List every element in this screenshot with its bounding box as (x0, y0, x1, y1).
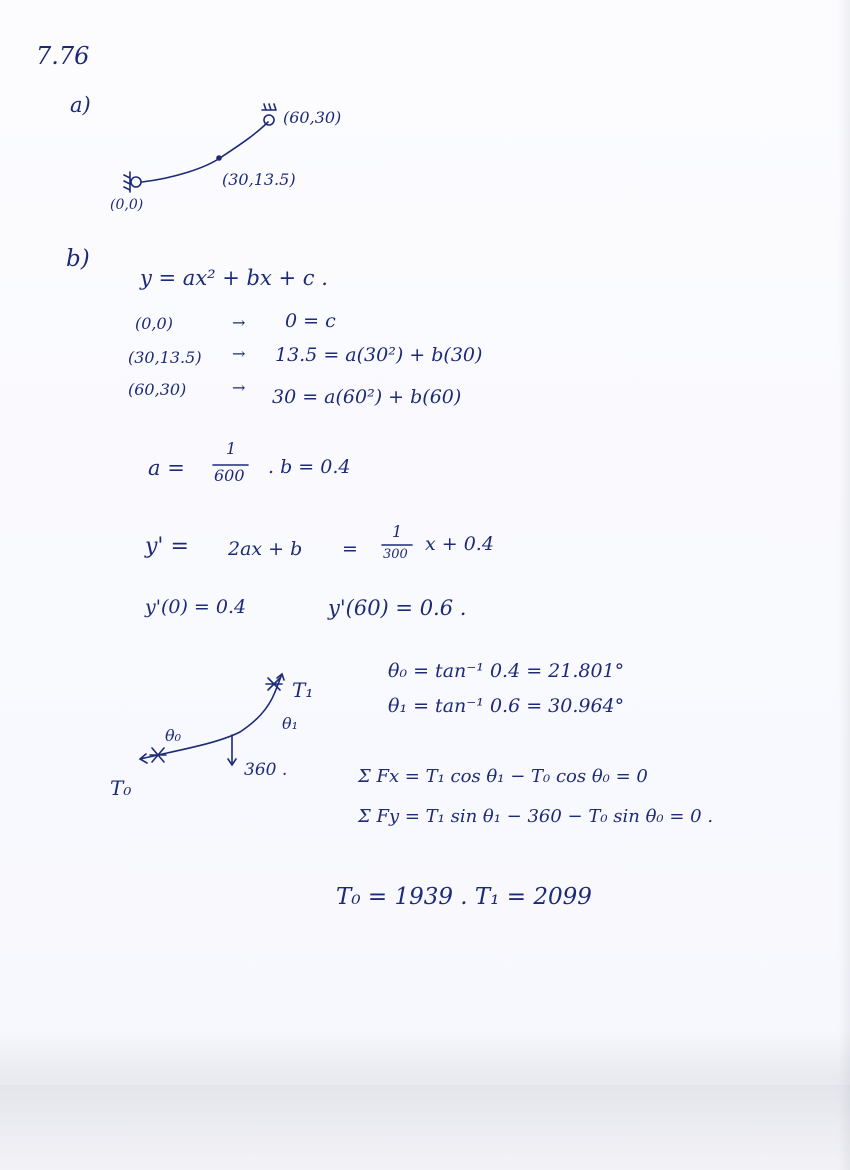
yprime-rhs: x + 0.4 (425, 533, 494, 555)
point-origin-label: (0,0) (110, 197, 144, 213)
row3-equation: 30 = a(60²) + b(60) (272, 386, 462, 408)
problem-number: 7.76 (36, 42, 90, 70)
point-end-label: (60,30) (283, 108, 342, 127)
yprime-derivative: 2ax + b (228, 538, 303, 560)
yprime-denominator: 300 (383, 547, 408, 562)
midpoint-dot (217, 156, 221, 160)
row1-arrow: → (232, 313, 246, 332)
fbd-cable (158, 692, 275, 755)
row2-arrow: → (232, 344, 246, 363)
yprime-at-0: y'(0) = 0.4 (145, 596, 247, 618)
fbd-load-arrow (228, 735, 236, 765)
row3-point: (60,30) (128, 380, 187, 399)
fbd-cut-left (150, 748, 166, 762)
row1-point: (0,0) (135, 314, 173, 333)
row2-equation: 13.5 = a(30²) + b(30) (275, 344, 483, 366)
point-mid-label: (30,13.5) (222, 170, 296, 189)
a-numerator: 1 (226, 439, 237, 458)
a-label: a = (148, 456, 185, 480)
a-denominator: 600 (214, 466, 245, 485)
row1-equation: 0 = c (285, 310, 336, 332)
fbd-label-load: 360 . (244, 760, 288, 780)
support-origin (124, 172, 141, 192)
sum-fy-equation: Σ Fy = T₁ sin θ₁ − 360 − T₀ sin θ₀ = 0 . (358, 806, 714, 827)
support-end (262, 104, 276, 125)
part-b-label: b) (66, 246, 90, 272)
row3-arrow: → (232, 378, 246, 397)
tension-result: T₀ = 1939 . T₁ = 2099 (336, 884, 592, 910)
row2-point: (30,13.5) (128, 348, 202, 367)
fbd-label-T1: T₁ (292, 678, 314, 702)
theta1-equation: θ₁ = tan⁻¹ 0.6 = 30.964° (388, 695, 625, 717)
yprime-equals: = (342, 538, 358, 560)
free-body-diagram (140, 674, 284, 765)
sum-fx-equation: Σ Fx = T₁ cos θ₁ − T₀ cos θ₀ = 0 (358, 766, 648, 787)
quadratic-equation: y = ax² + bx + c . (140, 266, 328, 290)
yprime-at-60: y'(60) = 0.6 . (328, 596, 467, 620)
yprime-numerator: 1 (392, 522, 403, 541)
part-a-label: a) (70, 93, 91, 117)
yprime-lhs: y' = (145, 534, 189, 559)
fbd-label-theta0: θ₀ (165, 726, 182, 745)
theta0-equation: θ₀ = tan⁻¹ 0.4 = 21.801° (388, 660, 625, 682)
b-value: . b = 0.4 (268, 456, 351, 478)
fbd-label-theta1: θ₁ (282, 714, 299, 733)
fbd-label-T0: T₀ (110, 776, 132, 800)
